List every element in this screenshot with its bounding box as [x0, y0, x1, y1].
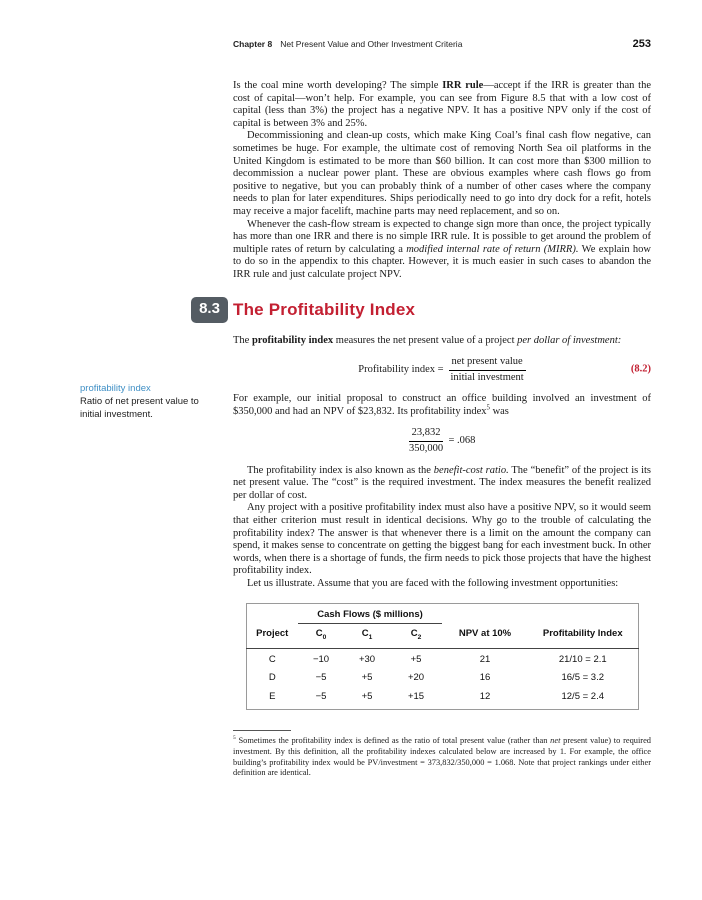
equation-profitability-index — [233, 356, 651, 384]
footnote-text: Sometimes the profitability index is defined as the ratio of total present value (rather than net present value) to required investment. By this definition, all the profitability indexes calculated below are increased by 1. For example, the office building’s profitability index would be PV/investment = 373,832/350,000 = 1.068. Note that project rankings under either definition are identical. — [233, 736, 651, 778]
cell-c2: +20 — [407, 672, 425, 684]
equation-number: (8.2) — [630, 363, 651, 375]
paragraph-benefit-cost: The profitability index is also known as the benefit-cost ratio. The “benefit” of the project is its net present value. The “cost” is the required investment. The index measures the benefit realized per dollar of cost. — [233, 464, 652, 501]
section-title: The Profitability Index — [233, 299, 416, 319]
column-header-c2: $C_2$ — [390, 624, 442, 648]
paragraph-illustrate: Let us illustrate. Assume that you are faced with the following investment opportunities: — [247, 578, 619, 589]
footnote — [233, 730, 651, 778]
cell-project: D — [268, 672, 276, 684]
footnote-marker: 5 — [233, 735, 236, 742]
fraction-denominator: 350,000 — [408, 443, 444, 455]
equation-lhs: Profitability index = — [358, 363, 444, 375]
column-header-c0: $C_0$ — [298, 624, 344, 648]
cell-npv: 16 — [479, 672, 491, 684]
table-spacer-cell — [246, 603, 298, 624]
margin-note-term: profitability index — [80, 383, 151, 394]
paragraph-any-project: Any project with a positive profitability index must also have a positive NPV, so it would seem that either criterion must result in identical decisions. Why go to the trouble of calculating the profitability index? The answer is that whenever there is a limit on the amount the company can spend, it makes sense to concentrate on getting the biggest bang for each investment buck. In other words, when there is a shortage of funds, the firm needs to pick those projects that have the highest profitability index. — [233, 502, 651, 577]
equation-result: = .068 — [448, 435, 476, 447]
column-header-npv: NPV at 10% — [442, 624, 528, 648]
section-heading — [199, 297, 651, 324]
table-group-header: Cash Flows ($ millions) — [298, 603, 442, 624]
cell-c1: +5 — [361, 672, 373, 684]
cell-c0: −10 — [312, 653, 330, 665]
cell-project: C — [268, 653, 276, 665]
column-header-profitability-index: Profitability Index — [528, 624, 638, 648]
equation-fraction — [449, 356, 526, 384]
fraction-denominator: initial investment — [450, 371, 524, 383]
cell-profitability-index: 21/10 = 2.1 — [558, 653, 607, 665]
fraction-numerator: net present value — [449, 356, 526, 371]
margin-note — [80, 382, 220, 421]
cell-c1: +30 — [358, 653, 376, 665]
cell-project: E — [269, 690, 276, 702]
table-header-row — [246, 624, 638, 648]
cell-npv: 21 — [479, 653, 491, 665]
cell-c2: +15 — [407, 690, 425, 702]
column-header-project: Project — [246, 624, 298, 648]
paragraph-multiple-irr: Whenever the cash-flow stream is expected to change sign more than once, the project typically has more than one IRR and there is no simple IRR rule. It is possible to get around the problem of multiple rates of return by calculating a modified internal rate of return (MIRR). We explain how to do so in the appendix to this chapter. However, it is much easier in such cases to abandon the IRR rule and just calculate project NPV. — [233, 218, 652, 280]
margin-note-definition: Ratio of net present value to initial investment. — [80, 396, 199, 420]
cell-c1: +5 — [361, 690, 373, 702]
paragraph-coal-mine: Is the coal mine worth developing? The simple IRR rule—accept if the IRR is greater than the cost of capital—won’t help. For example, you can see from Figure 8.5 that with a low cost of capital (less than 3%) the project has a negative NPV. It has a positive NPV only if the cost of capital is between 3% and 25%. — [233, 80, 651, 129]
column-header-c1: $C_1$ — [344, 624, 390, 648]
cell-npv: 12 — [479, 690, 491, 702]
paragraph-decommissioning: Decommissioning and clean-up costs, which make King Coal’s final cash flow negative, can sometimes be huge. For example, the ultimate cost of removing North Sea oil platforms in the United Kingdom is estimated to be more than $60 billion. It can cost more than $300 million to decommission a nuclear power plant. These are obvious examples where cash flows go from positive to negative, but you can probably think of a number of other cases where the company needs to plan for later expenditures. Ships periodically need to go into dry dock for a refit, hotels may receive a major facelift, machine parts may need replacement, and so on. — [233, 130, 651, 217]
paragraph-example: For example, our initial proposal to construct an office building involved an investment of $350,000 and had an NPV of $23,832. Its profitability index$^5$ was — [233, 393, 651, 417]
cell-c2: +5 — [410, 653, 422, 665]
chapter-label: Chapter 8 — [233, 39, 273, 49]
cash-flows-table — [246, 603, 639, 711]
header-title: Net Present Value and Other Investment Criteria — [280, 39, 463, 49]
table-spacer-cell — [442, 603, 528, 624]
page-number: 253 — [632, 38, 651, 50]
footnote-divider — [233, 730, 291, 731]
running-header — [233, 38, 651, 50]
fraction-numerator: 23,832 — [409, 427, 444, 442]
cell-c0: −5 — [315, 690, 327, 702]
paragraph-intro: The profitability index measures the net present value of a project per dollar of investment: — [233, 334, 622, 346]
header-left — [233, 39, 462, 49]
section-number-badge: 8.3 — [191, 297, 228, 323]
table-row — [246, 688, 638, 710]
table-spacer-cell — [528, 603, 638, 624]
cell-profitability-index: 12/5 = 2.4 — [561, 690, 605, 702]
equation-example-calculation — [233, 427, 651, 455]
cell-c0: −5 — [315, 672, 327, 684]
table-row — [246, 648, 638, 669]
table-group-header-row — [246, 603, 638, 624]
table-row — [246, 669, 638, 688]
equation-fraction — [409, 427, 444, 455]
cell-profitability-index: 16/5 = 3.2 — [561, 672, 605, 684]
main-text-column — [199, 80, 652, 779]
